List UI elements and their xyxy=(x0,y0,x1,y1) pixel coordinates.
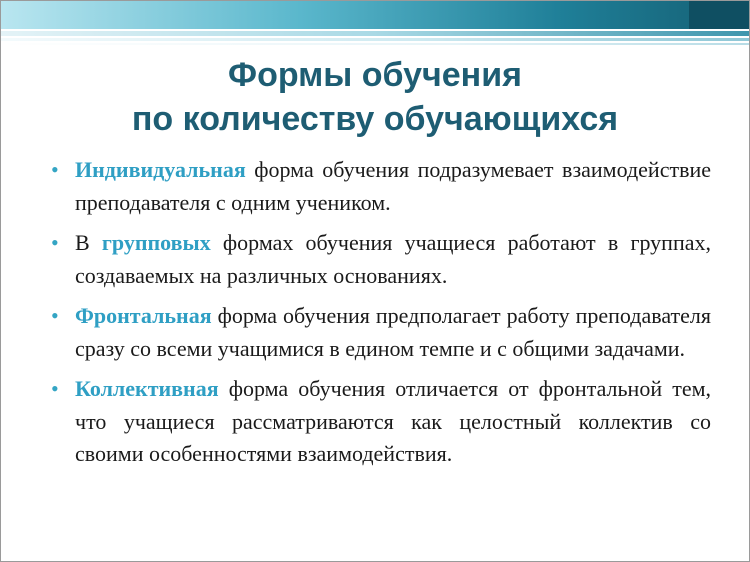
item-keyword: Индивидуальная xyxy=(75,157,246,182)
bullet-dot-icon: • xyxy=(51,303,59,328)
item-text: форма обучения отличается от фронтальной тем, что учащиеся рассматриваются как целостный коллектив со своими особенностями взаимодействия. xyxy=(75,376,711,466)
item-prefix: В xyxy=(75,230,102,255)
item-text: форма обучения предполагает работу преподавателя сразу со всеми учащимися в едином темпе и с общими задачами. xyxy=(75,303,711,361)
header-band-cap xyxy=(689,1,749,29)
item-keyword: Коллективная xyxy=(75,376,219,401)
header-stripe xyxy=(1,31,749,36)
header-stripe xyxy=(1,43,749,45)
list-item xyxy=(51,227,711,292)
header-stripe xyxy=(1,38,749,41)
list-item xyxy=(51,300,711,365)
item-keyword: Фронтальная xyxy=(75,303,212,328)
title-line-1: Формы обучения xyxy=(228,56,522,94)
bullet-dot-icon: • xyxy=(51,157,59,182)
item-keyword: групповых xyxy=(101,230,211,255)
list-item xyxy=(51,154,711,219)
list-item xyxy=(51,373,711,471)
title-line-2: по количеству обучающихся xyxy=(131,100,619,138)
bullet-list xyxy=(51,154,711,471)
item-text: формах обучения учащиеся работают в группах, создаваемых на различных основаниях. xyxy=(75,230,711,288)
bullet-dot-icon: • xyxy=(51,230,59,255)
slide-title xyxy=(1,53,749,141)
header-band xyxy=(1,1,749,29)
bullet-dot-icon: • xyxy=(51,376,59,401)
item-text: форма обучения подразумевает взаимодействие преподавателя с одним учеником. xyxy=(75,157,711,215)
